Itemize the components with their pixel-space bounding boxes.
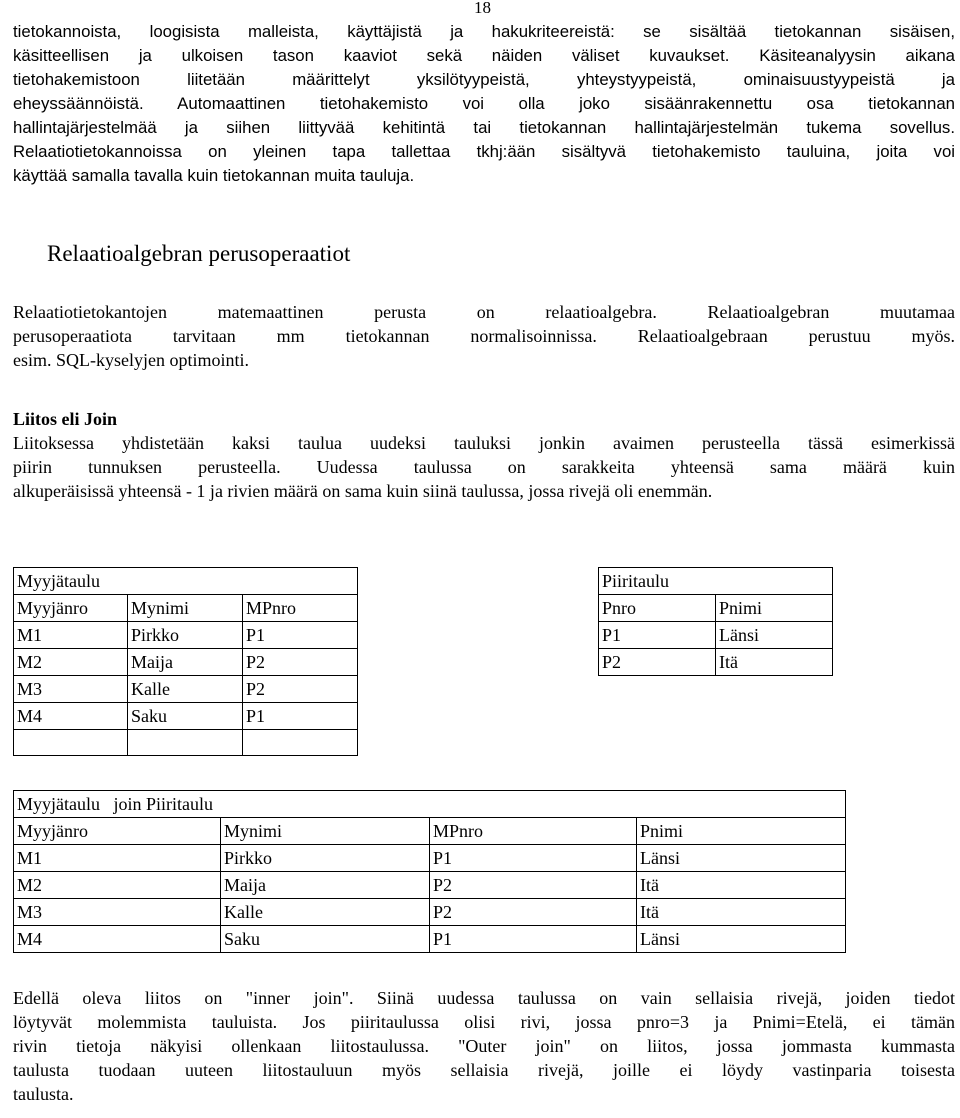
column-header: Pnimi (637, 818, 846, 845)
table-cell: M2 (14, 649, 128, 676)
text-line: alkuperäisissä yhteensä - 1 ja rivien määrä on sama kuin siinä taulussa, jossa rivejä oli enemmän. (13, 481, 713, 501)
column-header: MPnro (430, 818, 637, 845)
text-line: esim. SQL-kyselyjen optimointi. (13, 350, 249, 370)
table-row (14, 622, 358, 649)
table-cell: Maija (128, 649, 243, 676)
text-line: perusoperaatiota tarvitaan mm tietokannan normalisoinnissa. Relaatioalgebraan perustuu myös. (13, 326, 955, 346)
table-cell: P2 (243, 649, 358, 676)
table-title: Myyjätaulu (14, 568, 358, 595)
districts-table (598, 567, 833, 676)
table-cell: Maija (221, 872, 430, 899)
text-line: Relaatiotietokantojen matemaattinen perusta on relaatioalgebra. Relaatioalgebran muutamaa (13, 302, 955, 322)
table-cell: Länsi (716, 622, 833, 649)
table-cell: M4 (14, 703, 128, 730)
table-cell: Pirkko (128, 622, 243, 649)
table-row (599, 622, 833, 649)
table-cell: Kalle (221, 899, 430, 926)
text-line: Relaatiotietokannoissa on yleinen tapa tallettaa tkhj:ään sisältyvä tietohakemisto tauluina, joita voi (13, 142, 955, 161)
join-result-table (13, 790, 846, 953)
table-cell: Saku (221, 926, 430, 953)
table-row (14, 899, 846, 926)
join-heading: Liitos eli Join (13, 409, 118, 429)
table-cell: P2 (243, 676, 358, 703)
table-cell (243, 730, 358, 756)
table-row-empty (14, 730, 358, 756)
text-line: rivin tietoja näkyisi ollenkaan liitostaulussa. "Outer join" on liitos, jossa jommasta kummasta (13, 1036, 955, 1056)
text-line: piirin tunnuksen perusteella. Uudessa taulussa on sarakkeita yhteensä sama määrä kuin (13, 457, 955, 477)
table-cell: Kalle (128, 676, 243, 703)
table-header-row (14, 818, 846, 845)
table-cell: M3 (14, 676, 128, 703)
table-row (14, 676, 358, 703)
table-cell (128, 730, 243, 756)
table-title-row (14, 568, 358, 595)
text-line: tietohakemistoon liitetään määrittelyt yksilötyypeistä, yhteystyypeistä, ominaisuustyypeistä ja (13, 70, 955, 89)
text-line: löytyvät molemmista tauluista. Jos piiritaulussa olisi rivi, jossa pnro=3 ja Pnimi=Etelä, ei tämän (13, 1012, 955, 1032)
table-cell: Itä (716, 649, 833, 676)
column-header: MPnro (243, 595, 358, 622)
table-cell: Itä (637, 899, 846, 926)
table-cell: P1 (430, 845, 637, 872)
outer-join-paragraph (13, 986, 955, 1106)
table-header-row (599, 595, 833, 622)
text-line: käsitteellisen ja ulkoisen tason kaaviot sekä näiden väliset kuvaukset. Käsiteanalyysin aikana (13, 46, 955, 65)
column-header: Pnimi (716, 595, 833, 622)
table-cell: P2 (430, 872, 637, 899)
column-header: Mynimi (221, 818, 430, 845)
table-title-row (14, 791, 846, 818)
text-line: Edellä oleva liitos on "inner join". Siinä uudessa taulussa on vain sellaisia rivejä, joiden tiedot (13, 988, 955, 1008)
table-cell: M2 (14, 872, 221, 899)
table-cell: Länsi (637, 845, 846, 872)
column-header: Myyjänro (14, 595, 128, 622)
table-cell: P1 (243, 703, 358, 730)
table-cell: M1 (14, 622, 128, 649)
column-header: Pnro (599, 595, 716, 622)
section-heading: Relaatioalgebran perusoperaatiot (47, 241, 351, 266)
table-cell: M4 (14, 926, 221, 953)
table-cell: Itä (637, 872, 846, 899)
table-cell: P2 (599, 649, 716, 676)
table-cell: Saku (128, 703, 243, 730)
text-line: Liitoksessa yhdistetään kaksi taulua uudeksi tauluksi jonkin avaimen perusteella tässä esimerkissä (13, 433, 955, 453)
text-line: käyttää samalla tavalla kuin tietokannan muita tauluja. (13, 166, 415, 185)
table-row (14, 845, 846, 872)
table-cell: M3 (14, 899, 221, 926)
text-line: tietokannoista, loogisista malleista, käyttäjistä ja hakukriteereistä: se sisältää tietokannan sisäisen, (13, 22, 955, 41)
table-cell: P1 (243, 622, 358, 649)
table-cell: Pirkko (221, 845, 430, 872)
employees-table (13, 567, 358, 756)
column-header: Myyjänro (14, 818, 221, 845)
text-line: hallintajärjestelmää ja siihen liittyvää kehitintä tai tietokannan hallintajärjestelmän tukema sovellus. (13, 118, 955, 137)
table-title: Piiritaulu (599, 568, 833, 595)
table-cell: P2 (430, 899, 637, 926)
table-row (14, 926, 846, 953)
column-header: Mynimi (128, 595, 243, 622)
text-line: eheyssäännöistä. Automaattinen tietohakemisto voi olla joko sisäänrakennettu osa tietokannan (13, 94, 955, 113)
table-row (14, 872, 846, 899)
table-title-row (599, 568, 833, 595)
intro-paragraph (13, 20, 955, 188)
table-cell: P1 (599, 622, 716, 649)
text-line: taulusta tuodaan uuteen liitostauluun myös sellaisia rivejä, joille ei löydy vastinparia toisesta (13, 1060, 955, 1080)
table-cell: M1 (14, 845, 221, 872)
algebra-paragraph (13, 300, 955, 372)
table-row (599, 649, 833, 676)
table-row (14, 703, 358, 730)
table-title: Myyjätaulu join Piiritaulu (14, 791, 846, 818)
text-line: taulusta. (13, 1084, 74, 1104)
table-header-row (14, 595, 358, 622)
table-cell: Länsi (637, 926, 846, 953)
join-paragraph (13, 431, 955, 503)
page-number: 18 (474, 0, 491, 17)
table-row (14, 649, 358, 676)
table-cell: P1 (430, 926, 637, 953)
table-cell (14, 730, 128, 756)
